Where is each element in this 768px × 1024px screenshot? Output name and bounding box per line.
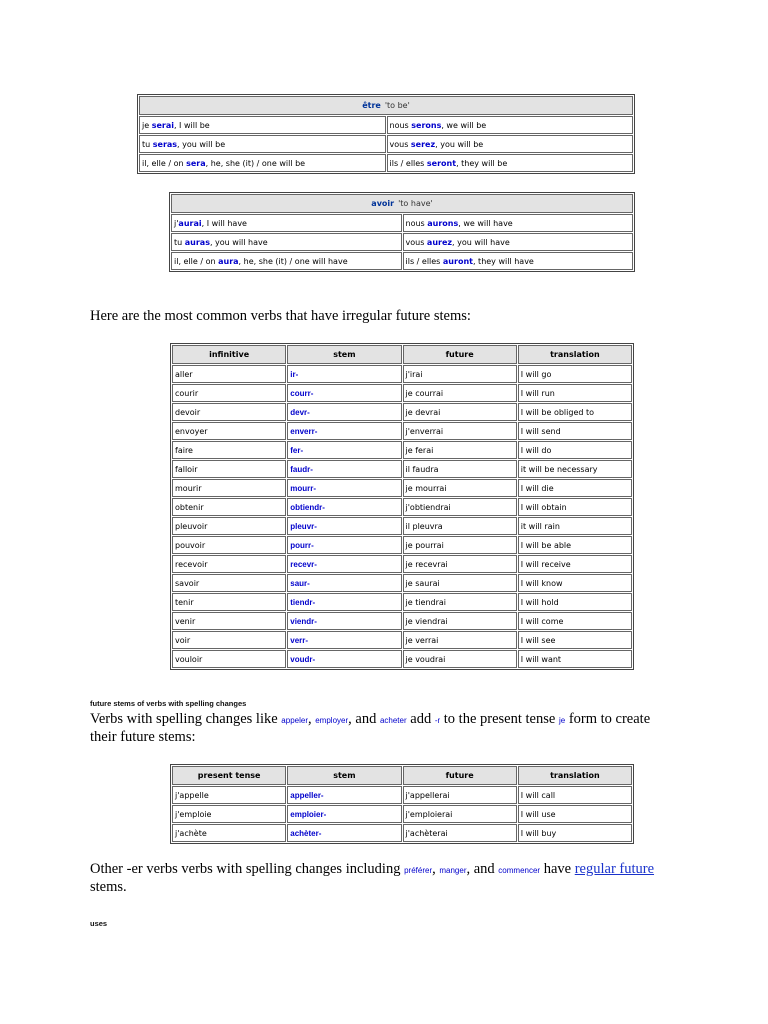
infinitive-cell: aller [172,365,286,383]
future-cell: je recevrai [403,555,517,573]
irregular-stems-table [170,343,634,670]
table-row [139,135,633,153]
infinitive-cell: mourir [172,479,286,497]
translation-cell: it will be necessary [518,460,632,478]
future-cell: je devrai [403,403,517,421]
future-cell: je pourrai [403,536,517,554]
future-cell: je mourrai [403,479,517,497]
table-row [172,574,632,592]
stem-cell: faudr- [287,460,401,478]
verb-name: avoir [371,199,395,208]
verb-manger: manger [439,866,467,875]
table-row [172,498,632,516]
verb-gloss: 'to be' [384,101,410,110]
translation-cell: I will be able [518,536,632,554]
infinitive-cell: voir [172,631,286,649]
table-title [171,194,633,213]
column-header: present tense [172,766,286,785]
section-heading-spelling-changes: future stems of verbs with spelling changes [90,699,247,708]
table-row [171,233,633,251]
table-header-row [172,345,632,364]
regular-stems-paragraph: Other -er verbs verbs with spelling changes including préférer, manger, and commencer have regular future stems. [90,861,655,895]
translation-cell: I will come [518,612,632,630]
translation-cell: I will receive [518,555,632,573]
singular-cell: il, elle / on aura, he, she (it) / one will have [171,252,402,270]
stem-cell: mourr- [287,479,401,497]
table-header-row [172,766,632,785]
column-header: translation [518,766,632,785]
singular-cell: j'aurai, I will have [171,214,402,232]
future-cell: je ferai [403,441,517,459]
table-row [172,631,632,649]
translation-cell: it will rain [518,517,632,535]
table-row [172,824,632,842]
future-cell: il pleuvra [403,517,517,535]
stem-cell: viendr- [287,612,401,630]
future-cell: j'appellerai [403,786,517,804]
singular-cell: tu auras, you will have [171,233,402,251]
plural-cell: nous aurons, we will have [403,214,634,232]
infinitive-cell: pouvoir [172,536,286,554]
translation-cell: I will use [518,805,632,823]
table-row [172,441,632,459]
table-row [172,403,632,421]
table-title [139,96,633,115]
table-row [172,650,632,668]
plural-cell: ils / elles seront, they will be [387,154,634,172]
spelling-changes-body [172,786,632,842]
translation-cell: I will want [518,650,632,668]
infinitive-cell: faire [172,441,286,459]
column-header: stem [287,766,401,785]
table-row [172,384,632,402]
stem-cell: pleuvr- [287,517,401,535]
stem-cell: pourr- [287,536,401,554]
future-cell: je tiendrai [403,593,517,611]
verb-employer: employer [315,716,349,725]
infinitive-cell: obtenir [172,498,286,516]
table-row [172,479,632,497]
table-row [172,536,632,554]
infinitive-cell: devoir [172,403,286,421]
plural-cell: nous serons, we will be [387,116,634,134]
infinitive-cell: j'emploie [172,805,286,823]
verb-commencer: commencer [498,866,541,875]
stem-cell: fer- [287,441,401,459]
translation-cell: I will hold [518,593,632,611]
translation-cell: I will die [518,479,632,497]
verb-acheter: acheter [379,716,407,725]
table-row [171,252,633,270]
stem-cell: enverr- [287,422,401,440]
stem-cell: courr- [287,384,401,402]
singular-cell: il, elle / on sera, he, she (it) / one will be [139,154,386,172]
verb-name: être [362,101,381,110]
table-row [172,460,632,478]
singular-cell: tu seras, you will be [139,135,386,153]
translation-cell: I will obtain [518,498,632,516]
irregular-stems-body [172,365,632,668]
translation-cell: I will run [518,384,632,402]
verb-appeler: appeler [281,716,308,725]
table-row [172,517,632,535]
infinitive-cell: pleuvoir [172,517,286,535]
section-heading-uses: uses [90,919,108,928]
future-cell: j'obtiendrai [403,498,517,516]
stem-cell: appeller- [287,786,401,804]
infinitive-cell: venir [172,612,286,630]
column-header: translation [518,345,632,364]
table-row [171,214,633,232]
translation-cell: I will go [518,365,632,383]
infinitive-cell: falloir [172,460,286,478]
translation-cell: I will be obliged to [518,403,632,421]
translation-cell: I will see [518,631,632,649]
table-row [172,593,632,611]
column-header: infinitive [172,345,286,364]
verb-preferer: préférer [404,866,433,875]
stem-cell: voudr- [287,650,401,668]
infinitive-cell: savoir [172,574,286,592]
infinitive-cell: tenir [172,593,286,611]
verb-gloss: 'to have' [398,199,433,208]
table-row [139,154,633,172]
stem-cell: obtiendr- [287,498,401,516]
stem-cell: emploier- [287,805,401,823]
translation-cell: I will do [518,441,632,459]
spelling-changes-table [170,764,634,844]
plural-cell: ils / elles auront, they will have [403,252,634,270]
stem-cell: ir- [287,365,401,383]
translation-cell: I will know [518,574,632,592]
stem-cell: tiendr- [287,593,401,611]
infinitive-cell: envoyer [172,422,286,440]
column-header: future [403,345,517,364]
infinitive-cell: recevoir [172,555,286,573]
table-row [139,116,633,134]
intro-paragraph: Here are the most common verbs that have irregular future stems: [90,308,471,324]
future-cell: j'irai [403,365,517,383]
stem-cell: verr- [287,631,401,649]
singular-cell: je serai, I will be [139,116,386,134]
future-cell: je verrai [403,631,517,649]
stem-cell: achèter- [287,824,401,842]
spelling-changes-paragraph: Verbs with spelling changes like appeler, employer, and acheter add -r to the present tense je form to create their future stems: [90,711,651,745]
pronoun-je: je [558,716,566,725]
column-header: stem [287,345,401,364]
table-row [172,805,632,823]
table-header-row [139,96,633,115]
translation-cell: I will buy [518,824,632,842]
translation-cell: I will send [518,422,632,440]
ending-r: -r [434,716,441,725]
future-cell: j'achèterai [403,824,517,842]
future-cell: j'enverrai [403,422,517,440]
future-cell: je courrai [403,384,517,402]
future-cell: je viendrai [403,612,517,630]
stem-cell: devr- [287,403,401,421]
infinitive-cell: vouloir [172,650,286,668]
regular-future-link[interactable]: regular future [574,861,655,877]
future-cell: il faudra [403,460,517,478]
table-row [172,786,632,804]
avoir-conjugation-table [169,192,635,272]
plural-cell: vous aurez, you will have [403,233,634,251]
stem-cell: recevr- [287,555,401,573]
etre-conjugation-table [137,94,635,174]
infinitive-cell: j'achète [172,824,286,842]
column-header: future [403,766,517,785]
table-row [172,365,632,383]
table-row [172,422,632,440]
future-cell: j'emploierai [403,805,517,823]
translation-cell: I will call [518,786,632,804]
plural-cell: vous serez, you will be [387,135,634,153]
table-header-row [171,194,633,213]
table-row [172,612,632,630]
future-cell: je voudrai [403,650,517,668]
future-cell: je saurai [403,574,517,592]
table-row [172,555,632,573]
infinitive-cell: j'appelle [172,786,286,804]
infinitive-cell: courir [172,384,286,402]
stem-cell: saur- [287,574,401,592]
